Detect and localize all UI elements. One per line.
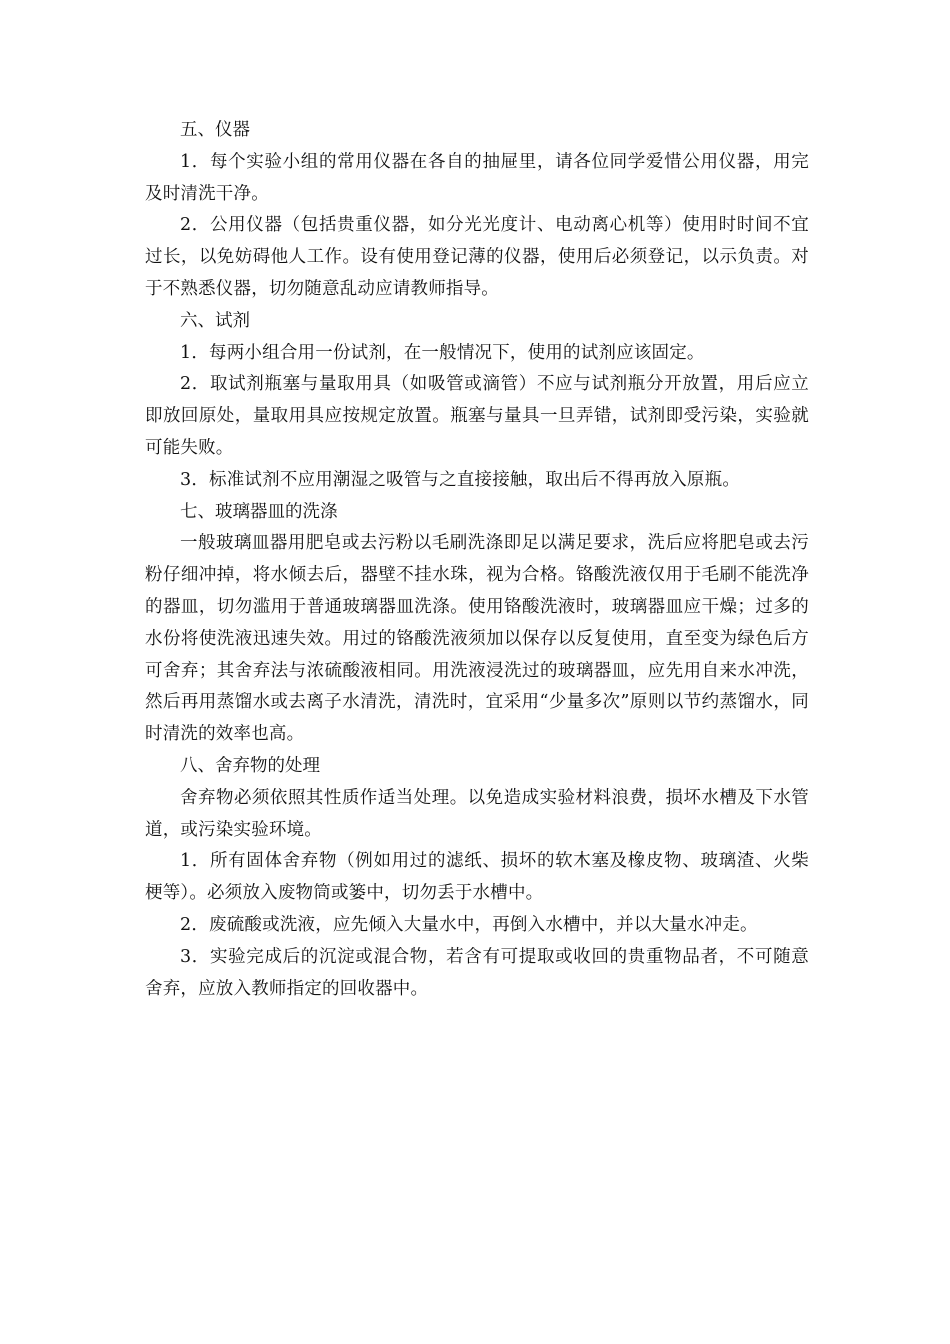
paragraph: 3．实验完成后的沉淀或混合物，若含有可提取或收回的贵重物品者，不可随意舍弃，应放入教师指定的回收器中。 xyxy=(145,946,809,999)
paragraph: 1．所有固体舍弃物（例如用过的滤纸、损坏的软木塞及橡皮物、玻璃渣、火柴梗等）。必须放入废物筒或篓中，切勿丢于水槽中。 xyxy=(145,851,809,904)
section-heading: 六、试剂 xyxy=(180,310,250,331)
document-page xyxy=(145,115,809,1005)
paragraph: 舍弃物必须依照其性质作适当处理。以免造成实验材料浪费，损坏水槽及下水管道，或污染实验环境。 xyxy=(145,787,809,840)
paragraph: 2．取试剂瓶塞与量取用具（如吸管或滴管）不应与试剂瓶分开放置，用后应立即放回原处，量取用具应按规定放置。瓶塞与量具一旦弄错，试剂即受污染，实验就可能失败。 xyxy=(145,374,809,458)
section-instruments xyxy=(145,115,809,306)
section-reagents xyxy=(145,306,809,497)
section-heading: 五、仪器 xyxy=(180,120,250,140)
paragraph: 2．公用仪器（包括贵重仪器，如分光光度计、电动离心机等）使用时时间不宜过长，以免妨碍他人工作。设有使用登记薄的仪器，使用后必须登记，以示负责。对于不熟悉仪器，切勿随意乱动应请教师指导。 xyxy=(145,215,809,299)
paragraph: 1．每两小组合用一份试剂，在一般情况下，使用的试剂应该固定。 xyxy=(180,342,705,363)
paragraph: 一般玻璃皿器用肥皂或去污粉以毛刷洗涤即足以满足要求，洗后应将肥皂或去污粉仔细冲掉，将水倾去后，器壁不挂水珠，视为合格。铬酸洗液仅用于毛刷不能洗净的器皿，切勿滥用于普通玻璃器皿洗涤。使用铬酸洗液时，玻璃器皿应干燥；过多的水份将使洗液迅速失效。用过的铬酸洗液须加以保存以反复使用，直至变为绿色后方可舍弃；其舍弃法与浓硫酸液相同。用洗液浸洗过的玻璃器皿，应先用自来水冲洗，然后再用蒸馏水或去离子水清洗，清洗时，宜采用“少量多次”原则以节约蒸馏水，同时清洗的效率也高。 xyxy=(145,533,809,745)
paragraph: 2．废硫酸或洗液，应先倾入大量水中，再倒入水槽中，并以大量水冲走。 xyxy=(180,914,758,935)
section-waste-disposal xyxy=(145,751,809,1005)
section-glassware-washing xyxy=(145,497,809,751)
paragraph: 3．标准试剂不应用潮湿之吸管与之直接接触，取出后不得再放入原瓶。 xyxy=(180,469,741,490)
section-heading: 八、舍弃物的处理 xyxy=(180,755,320,776)
section-heading: 七、玻璃器皿的洗涤 xyxy=(180,501,338,522)
paragraph: 1．每个实验小组的常用仪器在各自的抽屉里，请各位同学爱惜公用仪器，用完及时清洗干净。 xyxy=(145,151,809,204)
